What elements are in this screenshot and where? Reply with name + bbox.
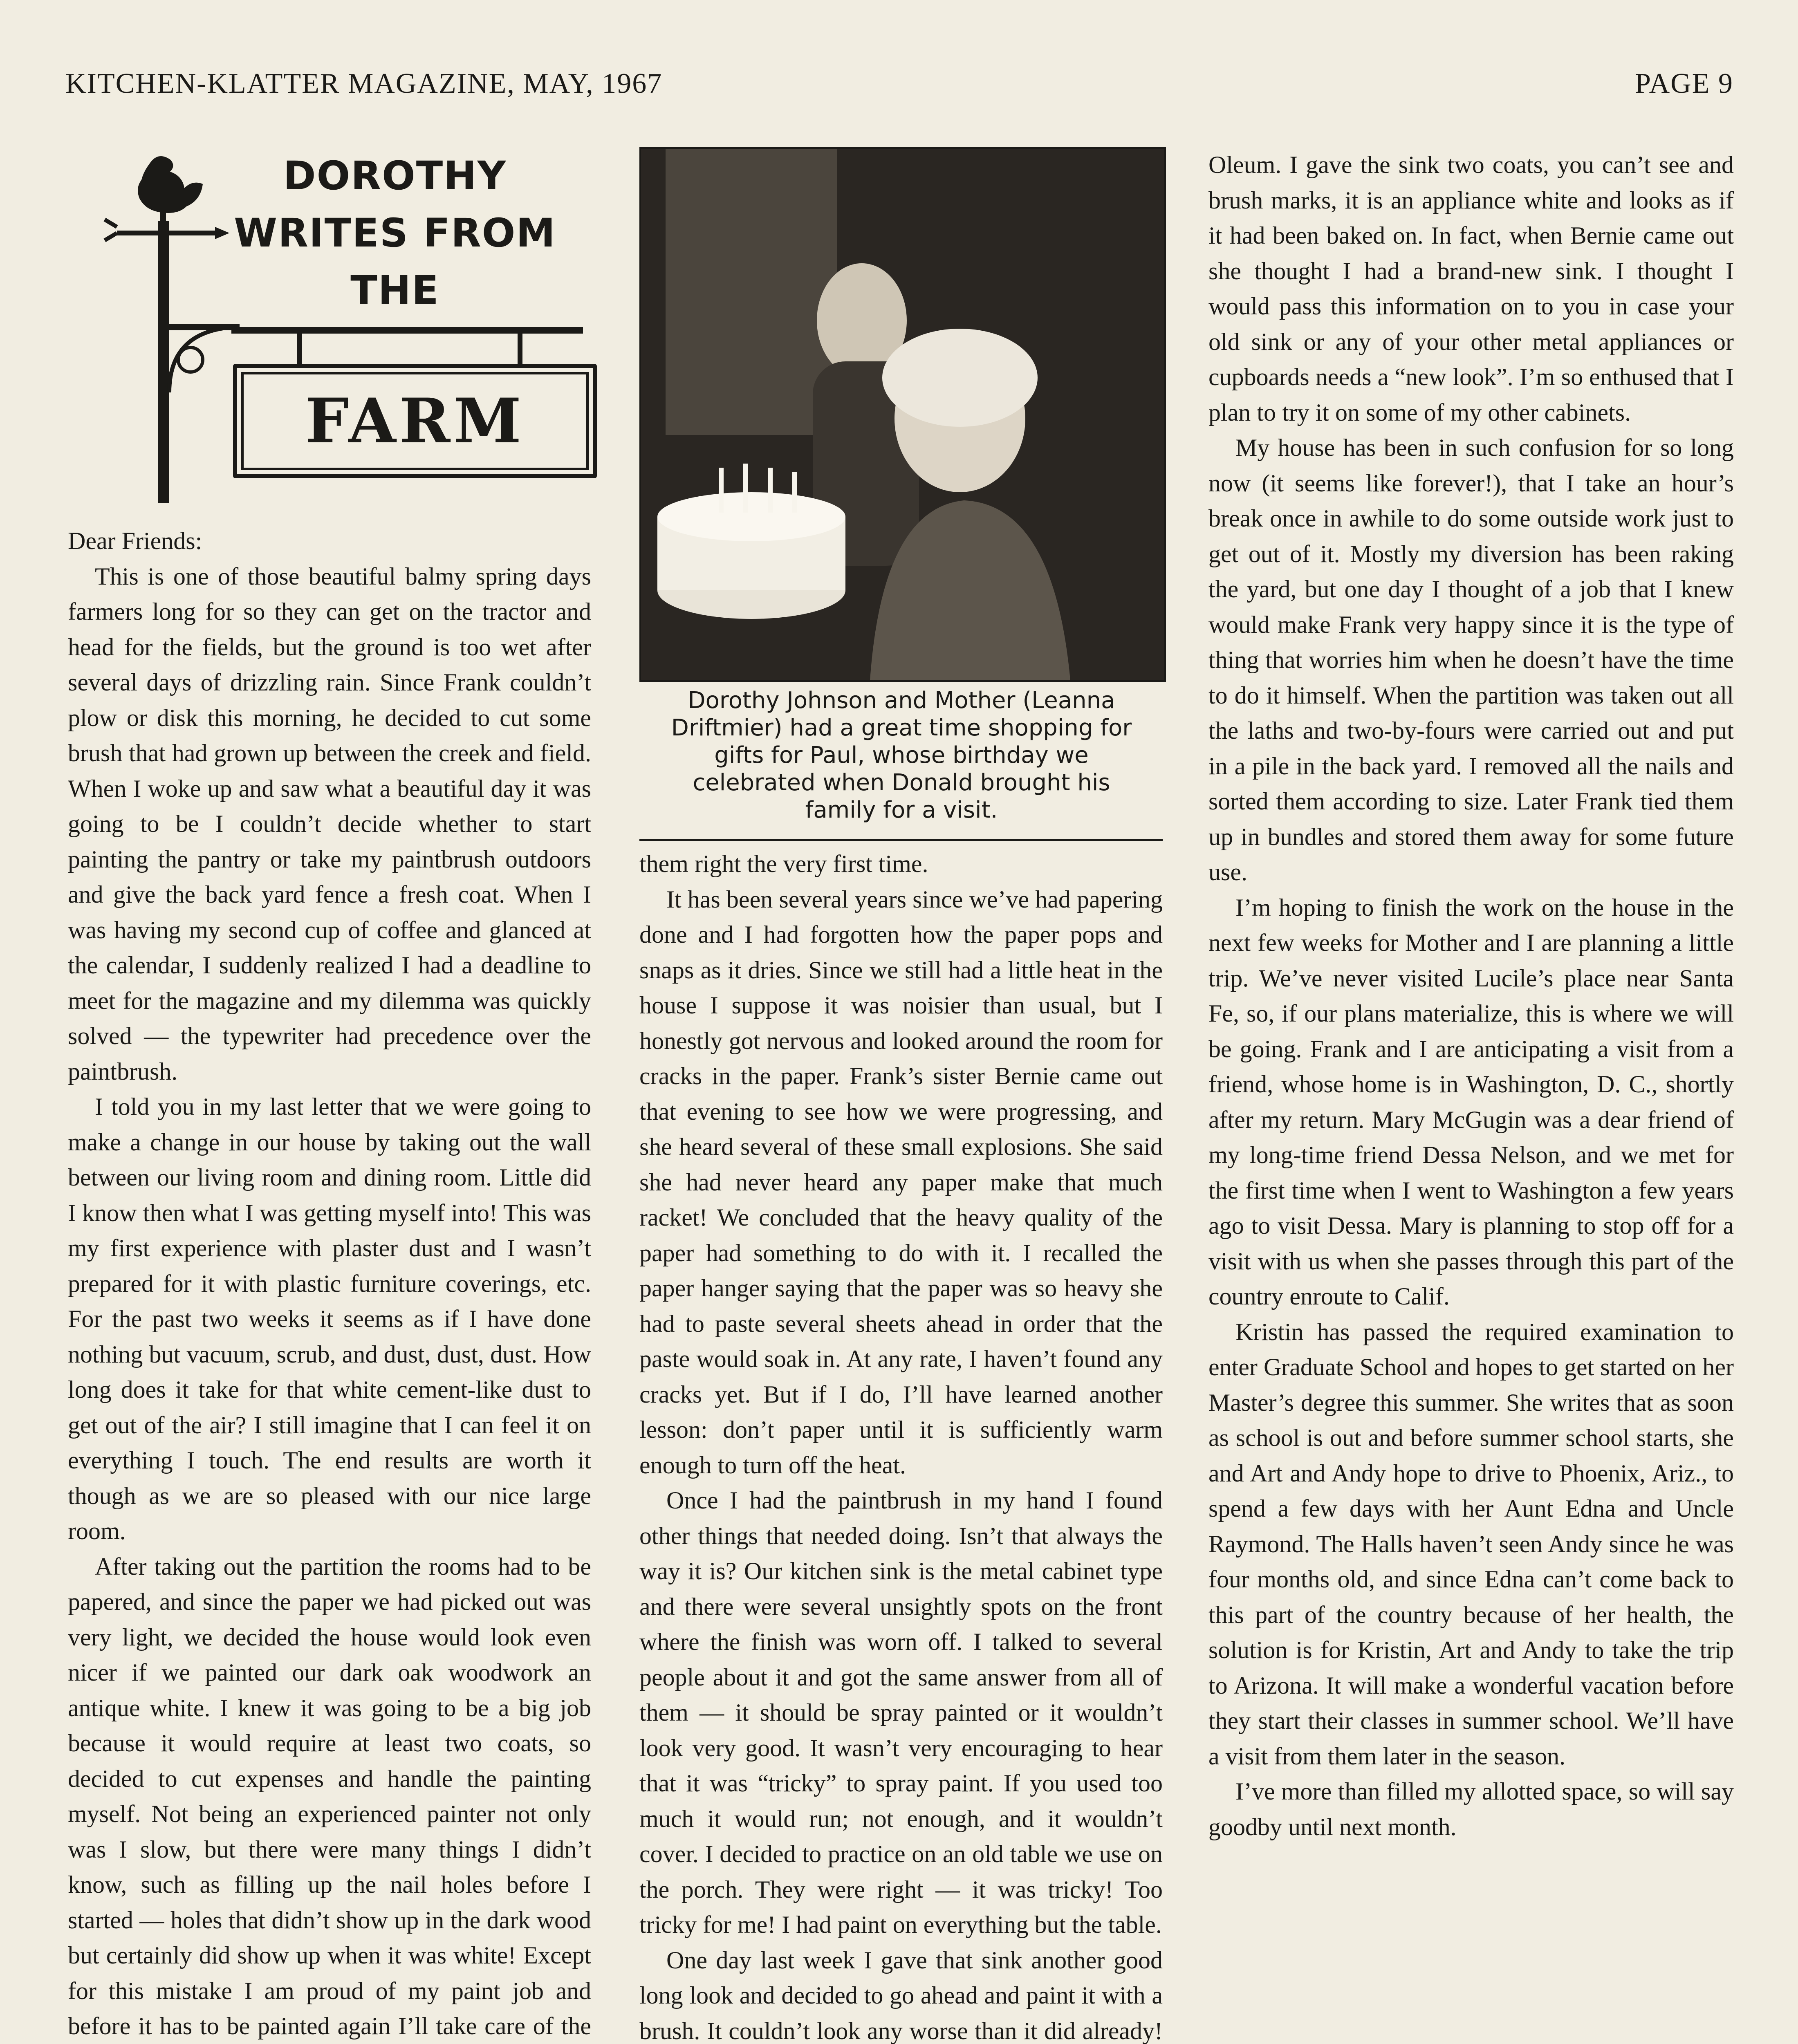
magazine-title: KITCHEN-KLATTER MAGAZINE, MAY, 1967 <box>65 68 663 99</box>
paragraph: After taking out the partition the rooms had to be papered, and since the paper we had picked out was very light, we decided the house would look even nicer if we painted our dark oak woodwork an antique white. I knew it was going to be a big job because it would require at least two coats, so decided to cut expenses and handle the painting myself. Not being an experienced painter not only was I slow, but there were many things I didn’t know, such as filling up the nail holes before I started — holes that didn’t show up in the dark wood but certainly did show up when it was white! Except for this mistake I am proud of my paint job and before it has to be painted again I’ll take care of the <box>68 1553 591 2040</box>
masthead-title <box>231 147 558 319</box>
farm-sign <box>233 364 597 478</box>
paragraph: It has been several years since we’ve had papering done and I had forgotten how the paper pops and snaps as it dries. Since we still had a little heat in the house I suppose it was noisier than usual, but I honestly got nervous and looked around the room for cracks in the paper. Frank’s sister Bernie came out that evening to see how we were progressing, and she heard several of these small explosions. She said she had never heard any paper make that much racket! We concluded that the heavy quality of the paper had something to do with it. I recalled the paper hanger saying that the paper was so heavy she had to paste several sheets ahead in order that the paste would soak in. At any rate, I haven’t found any cracks yet. But if I do, I’ll have learned another lesson: don’t paper until it is sufficiently warm enough to turn off the heat. <box>639 885 1163 1479</box>
paragraph: I’ve more than filled my allotted space, so will say goodby until next month. <box>1208 1778 1734 1840</box>
paragraph: One day last week I gave that sink another good long look and decided to go ahead and paint it with a brush. It couldn’t look any worse than it did already! <box>639 1946 1163 2044</box>
paragraph: My house has been in such confusion for so long now (it seems like forever!), that I take an hour’s break once in awhile to do some outside work just to get out of it. Mostly my diversion has been raking the yard, but one day I thought of a job that I knew would make Frank very happy since it is the type of thing that worries him when he doesn’t have the time to do it himself. When the partition was taken out all the laths and two-by-fours were carried out and put in a pile in the back yard. I removed all the nails and sorted them according to size. Later Frank tied them up in bundles and stored them away for some future use. <box>1208 434 1734 885</box>
paragraph: I told you in my last letter that we were going to make a change in our house by taking out the wall between our living room and dining room. Little did I know then what I was getting myself into! This was my first experience with plaster dust and I wasn’t prepared for it with plastic furniture coverings, etc. For the past two weeks it seems as if I have done nothing but vacuum, scrub, and dust, dust, dust. How long does it take for that white cement-like dust to get out of the air? I still imagine that I can feel it on everything I touch. The end results are worth it though as we are so pleased with our nice large room. <box>68 1093 591 1544</box>
paragraph: Once I had the paintbrush in my hand I found other things that needed doing. Isn’t that always the way it is? Our kitchen sink is the metal cabinet type and there were several unsightly spots on the front where the finish was worn off. I talked to several people about it and got the same answer from all of them — it should be spray painted or it wouldn’t look very good. It wasn’t very encouraging to hear that it was “tricky” to spray paint. If you used too much it would run; not enough, and it wouldn’t cover. I decided to practice on an old table we use on the porch. They were right — it was tricky! Too tricky for me! I had paint on everything but the table. <box>639 1487 1163 1938</box>
farm-sign-label: FARM <box>305 385 525 457</box>
masthead-title-line3: THE <box>350 267 439 313</box>
paragraph: Oleum. I gave the sink two coats, you can’t see and brush marks, it is an appliance white and looks as if it had been baked on. In fact, when Bernie came out she thought I had a brand-new sink. I thought I would pass this information on to you in case your old sink or any of your other metal appliances or cupboards needs a “new look”. I’m so enthused that I plan to try it on some of my other cabinets. <box>1208 151 1734 426</box>
family-photo <box>639 147 1166 682</box>
caption-divider <box>639 839 1163 841</box>
column-masthead <box>68 147 591 503</box>
article-column-1 <box>68 523 591 2044</box>
article-column-3 <box>1208 147 1734 1845</box>
salutation: Dear Friends: <box>68 527 202 554</box>
photo-caption: Dorothy Johnson and Mother (Leanna Driftmier) had a great time shopping for gifts for Paul, whose birthday we celebrated when Donald brought his family for a visit. <box>671 687 1132 823</box>
paragraph: This is one of those beautiful balmy spring days farmers long for so they can get on the tractor and head for the fields, but the ground is too wet after several days of drizzling rain. Since Frank couldn’t plow or disk this morning, he decided to cut some brush that had grown up between the creek and field. When I woke up and saw what a beautiful day it was going to be I couldn’t decide whether to start painting the pantry or take my paintbrush outdoors and give the back yard fence a fresh coat. When I was having my second cup of coffee and glanced at the calendar, I suddenly realized I had a deadline to meet for the magazine and my dilemma was quickly solved — the typewriter had precedence over the paintbrush. <box>68 563 591 1085</box>
masthead-title-line1: DOROTHY <box>283 153 507 199</box>
paragraph: them right the very first time. <box>639 850 928 877</box>
article-column-2 <box>639 846 1163 2044</box>
weathervane-signpost-icon <box>68 147 240 503</box>
paragraph: I’m hoping to finish the work on the house in the next few weeks for Mother and I are planning a little trip. We’ve never visited Lucile’s place near Santa Fe, so, if our plans materialize, this is where we will be going. Frank and I are anticipating a visit from a friend, whose home is in Washington, D. C., shortly after my return. Mary McGugin was a dear friend of my long-time friend Dessa Nelson, and we met for the first time when I went to Washington a few years ago to visit Dessa. Mary is planning to stop off for a visit with us when she passes through this part of the country enroute to Calif. <box>1208 894 1734 1310</box>
masthead-title-line2: WRITES FROM <box>234 210 556 256</box>
running-head <box>65 67 1733 100</box>
paragraph: Kristin has passed the required examination to enter Graduate School and hopes to get started on her Master’s degree this summer. She writes that as soon as school is out and before summer school starts, she and Art and Andy hope to drive to Phoenix, Ariz., to spend a few days with her Aunt Edna and Uncle Raymond. The Halls haven’t seen Andy since he was four months old, and since Edna can’t come back to this part of the country because of her health, the solution is for Kristin, Art and Andy to take the trip to Arizona. It will make a wonderful vacation before they start their classes in summer school. We’ll have a visit from them later in the season. <box>1208 1318 1734 1770</box>
sign-bracket-icon <box>231 327 583 364</box>
page-number: PAGE 9 <box>1635 68 1733 99</box>
photo-illustration <box>641 149 1164 680</box>
